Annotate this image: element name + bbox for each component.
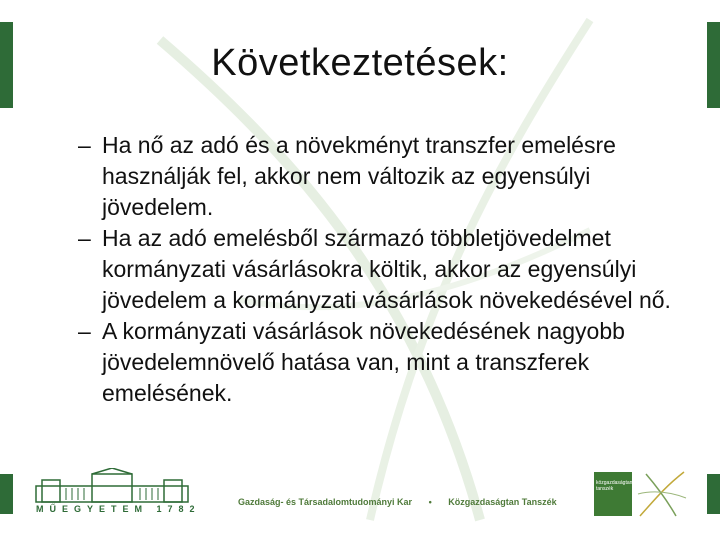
bullet-text: Ha az adó emelésből származó többletjövedelmet kormányzati vásárlásokra költik, akkor az egyensúlyi jövedelem a kormányzati vásárlások növekedésével nő. [102, 225, 671, 313]
slide-title: Következtetések: [211, 42, 509, 84]
bullet-list [78, 130, 688, 409]
logo-caption: MŰEGYETEM 1782 [36, 504, 201, 514]
footer-text [238, 497, 557, 507]
footer-separator: • [428, 497, 432, 507]
bullet-item [78, 223, 688, 316]
bullet-text: Ha nő az adó és a növekményt transzfer emelésre használják fel, akkor nem változik az egyensúlyi jövedelem. [102, 132, 616, 220]
bullet-text: A kormányzati vásárlások növekedésének nagyobb jövedelemnövelő hatása van, mint a transzferek emelésének. [102, 318, 625, 406]
department-name: Közgazdaságtan Tanszék [448, 497, 557, 507]
bullet-item [78, 316, 688, 409]
department-badge: közgazdaságtan tanszék [594, 472, 632, 516]
bullet-dash: – [78, 318, 91, 344]
bullet-item [78, 130, 688, 223]
footer-right-bar [707, 474, 720, 514]
department-emblem [636, 468, 688, 520]
faculty-name: Gazdaság- és Társadalomtudományi Kar [238, 497, 413, 507]
footer-left-bar [0, 474, 13, 514]
bullet-dash: – [78, 225, 91, 251]
bullet-dash: – [78, 132, 91, 158]
